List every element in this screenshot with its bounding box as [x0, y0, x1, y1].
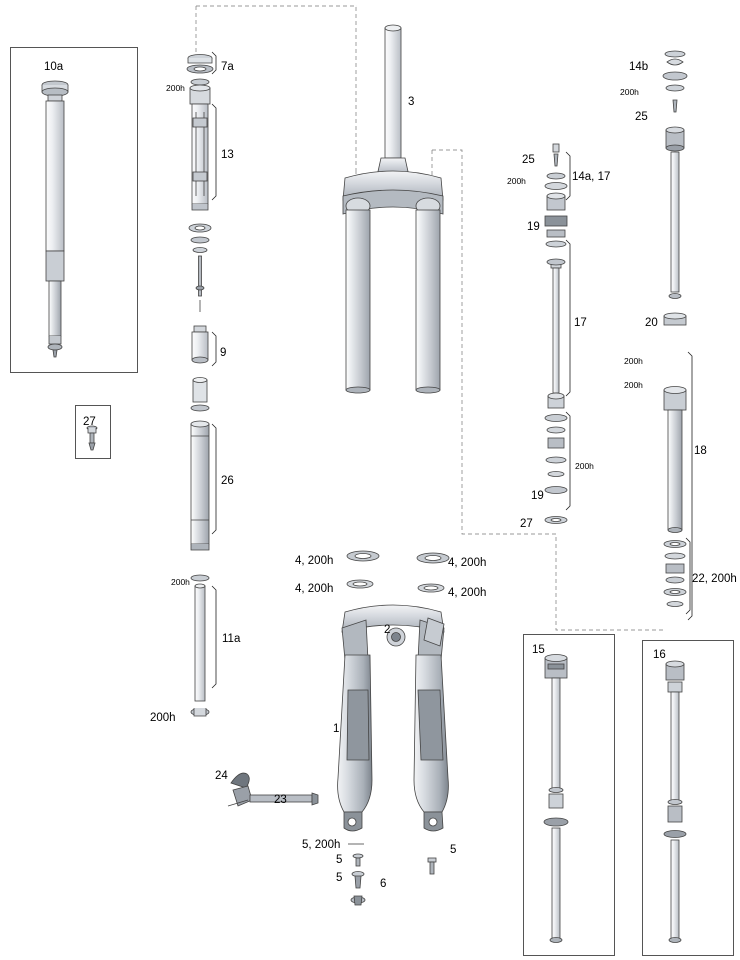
- part-label-200h-6: 200h: [575, 461, 594, 471]
- part-label-5-b: 5: [336, 872, 343, 884]
- part-label-200h-8: 200h: [150, 712, 176, 724]
- part-label-27-box: 27: [83, 416, 96, 428]
- part-label-7a: 7a: [221, 61, 234, 73]
- part-label-24: 24: [215, 770, 228, 782]
- part-label-200h-1: 200h: [166, 83, 185, 93]
- part-label-5-a: 5: [336, 854, 343, 866]
- inset-box-27: [75, 405, 111, 459]
- part-label-5-c: 5: [450, 844, 457, 856]
- part-label-6: 6: [380, 878, 387, 890]
- part-label-4-200h-3: 4, 200h: [295, 583, 334, 595]
- part-label-19-top: 19: [527, 221, 540, 233]
- part-label-17: 17: [574, 317, 587, 329]
- part-label-19-bottom: 19: [531, 490, 544, 502]
- part-label-4-200h-2: 4, 200h: [448, 557, 487, 569]
- part-label-200h-3: 200h: [507, 176, 526, 186]
- part-label-2: 2: [384, 624, 391, 636]
- part-label-25-right: 25: [635, 111, 648, 123]
- part-label-200h-7: 200h: [171, 577, 190, 587]
- part-label-14a-17: 14a, 17: [572, 171, 611, 183]
- part-label-15: 15: [532, 644, 545, 656]
- part-label-27-mid: 27: [520, 518, 533, 530]
- inset-box-16: [642, 640, 734, 956]
- part-label-4-200h-1: 4, 200h: [295, 555, 334, 567]
- part-label-22-200h: 22, 200h: [692, 573, 737, 585]
- part-label-18: 18: [694, 445, 707, 457]
- part-label-13: 13: [221, 149, 234, 161]
- part-label-1: 1: [333, 723, 340, 735]
- part-label-200h-2: 200h: [620, 87, 639, 97]
- part-label-11a: 11a: [222, 633, 241, 645]
- part-label-5-200h: 5, 200h: [302, 839, 341, 851]
- part-label-10a: 10a: [44, 61, 64, 73]
- part-label-4-200h-4: 4, 200h: [448, 587, 487, 599]
- part-label-16: 16: [653, 649, 666, 661]
- part-label-200h-4: 200h: [624, 356, 643, 366]
- inset-box-10a: [10, 47, 138, 373]
- part-label-200h-5: 200h: [624, 380, 643, 390]
- part-label-20: 20: [645, 317, 658, 329]
- part-label-25-mid: 25: [522, 154, 535, 166]
- part-label-3: 3: [408, 96, 415, 108]
- part-label-26: 26: [221, 475, 234, 487]
- inset-box-15: [523, 634, 615, 956]
- part-label-9: 9: [220, 347, 227, 359]
- part-label-14b: 14b: [629, 61, 649, 73]
- part-label-23: 23: [274, 794, 287, 806]
